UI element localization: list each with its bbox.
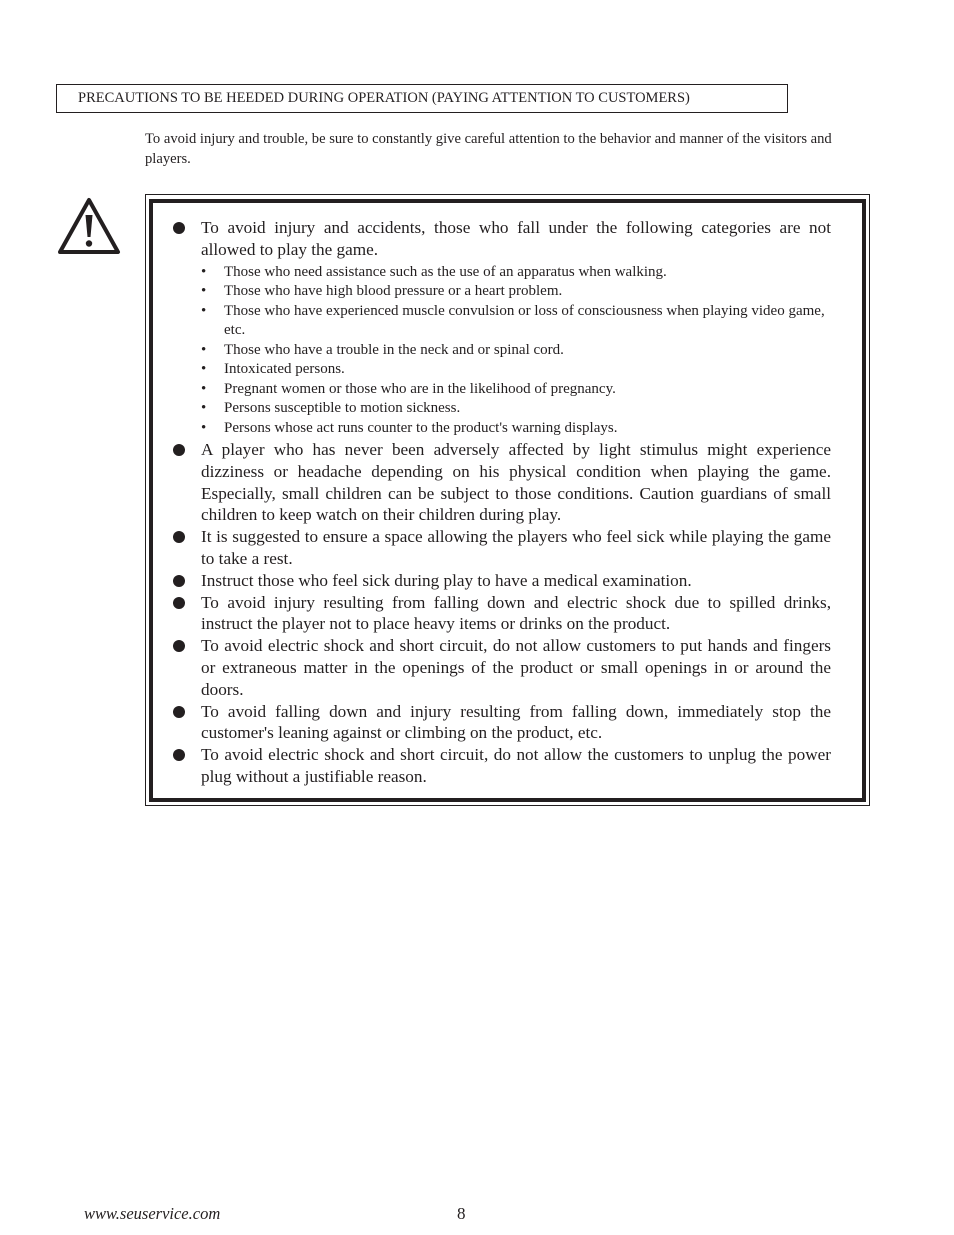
warning-list — [173, 217, 831, 788]
warning-box — [145, 194, 870, 806]
warning-item-text: To avoid falling down and injury resulting from falling down, immediately stop the customer's leaning against or climbing on the product, etc. — [201, 701, 831, 743]
bullet-icon — [173, 444, 185, 456]
warning-item — [173, 744, 831, 788]
warning-item — [173, 217, 831, 438]
section-title: PRECAUTIONS TO BE HEEDED DURING OPERATION (PAYING ATTENTION TO CUSTOMERS) — [78, 90, 690, 106]
warning-item — [173, 526, 831, 570]
list-item: • Those who have high blood pressure or a heart problem. — [201, 283, 563, 300]
warning-triangle-icon — [56, 196, 122, 256]
warning-item — [173, 635, 831, 700]
page-number: 8 — [457, 1204, 466, 1223]
bullet-icon — [173, 222, 185, 234]
warning-item-text: To avoid electric shock and short circuit, do not allow the customers to unplug the power plug without a justifiable reason. — [201, 745, 831, 787]
warning-item — [173, 701, 831, 745]
warning-box-inner — [149, 199, 866, 802]
warning-item-text: It is suggested to ensure a space allowing the players who feel sick while playing the game to take a rest. — [201, 527, 831, 569]
warning-item — [173, 592, 831, 636]
list-item: • Intoxicated persons. — [201, 361, 345, 378]
warning-item-text: Instruct those who feel sick during play to have a medical examination. — [201, 570, 692, 590]
warning-item-text: To avoid injury resulting from falling down and electric shock due to spilled drinks, instruct the player not to place heavy items or drinks on the product. — [201, 592, 831, 634]
bullet-icon — [173, 597, 185, 609]
bullet-icon — [173, 640, 185, 652]
warning-item — [173, 439, 831, 526]
intro-text: To avoid injury and trouble, be sure to constantly give careful attention to the behavior and manner of the visitors and players. — [145, 131, 832, 167]
warning-item-text: A player who has never been adversely affected by light stimulus might experience dizziness or headache depending on his physical condition when playing the game. Especially, small children can be subject to those conditions. Caution guardians of small children to keep watch on their children during play. — [201, 440, 831, 525]
bullet-icon — [173, 749, 185, 761]
bullet-icon — [173, 706, 185, 718]
warning-item-text: To avoid electric shock and short circuit, do not allow customers to put hands and fingers or extraneous matter in the openings of the product or small openings in or around the doors. — [201, 636, 831, 699]
warning-item — [173, 570, 831, 592]
list-item: • Those who have experienced muscle convulsion or loss of consciousness when playing video game, etc. — [201, 302, 825, 339]
bullet-icon — [173, 575, 185, 587]
list-item: • Those who have a trouble in the neck and or spinal cord. — [201, 341, 564, 358]
list-item: • Persons whose act runs counter to the product's warning displays. — [201, 419, 618, 436]
section-header — [56, 84, 788, 113]
list-item: • Pregnant women or those who are in the likelihood of pregnancy. — [201, 380, 616, 397]
bullet-icon — [173, 531, 185, 543]
warning-item-text: To avoid injury and accidents, those who fall under the following categories are not allowed to play the game. — [201, 218, 831, 259]
restricted-categories-list — [201, 263, 831, 439]
footer-url: www.seuservice.com — [84, 1204, 221, 1223]
list-item: • Persons susceptible to motion sickness. — [201, 400, 461, 417]
list-item: • Those who need assistance such as the use of an apparatus when walking. — [201, 263, 667, 280]
